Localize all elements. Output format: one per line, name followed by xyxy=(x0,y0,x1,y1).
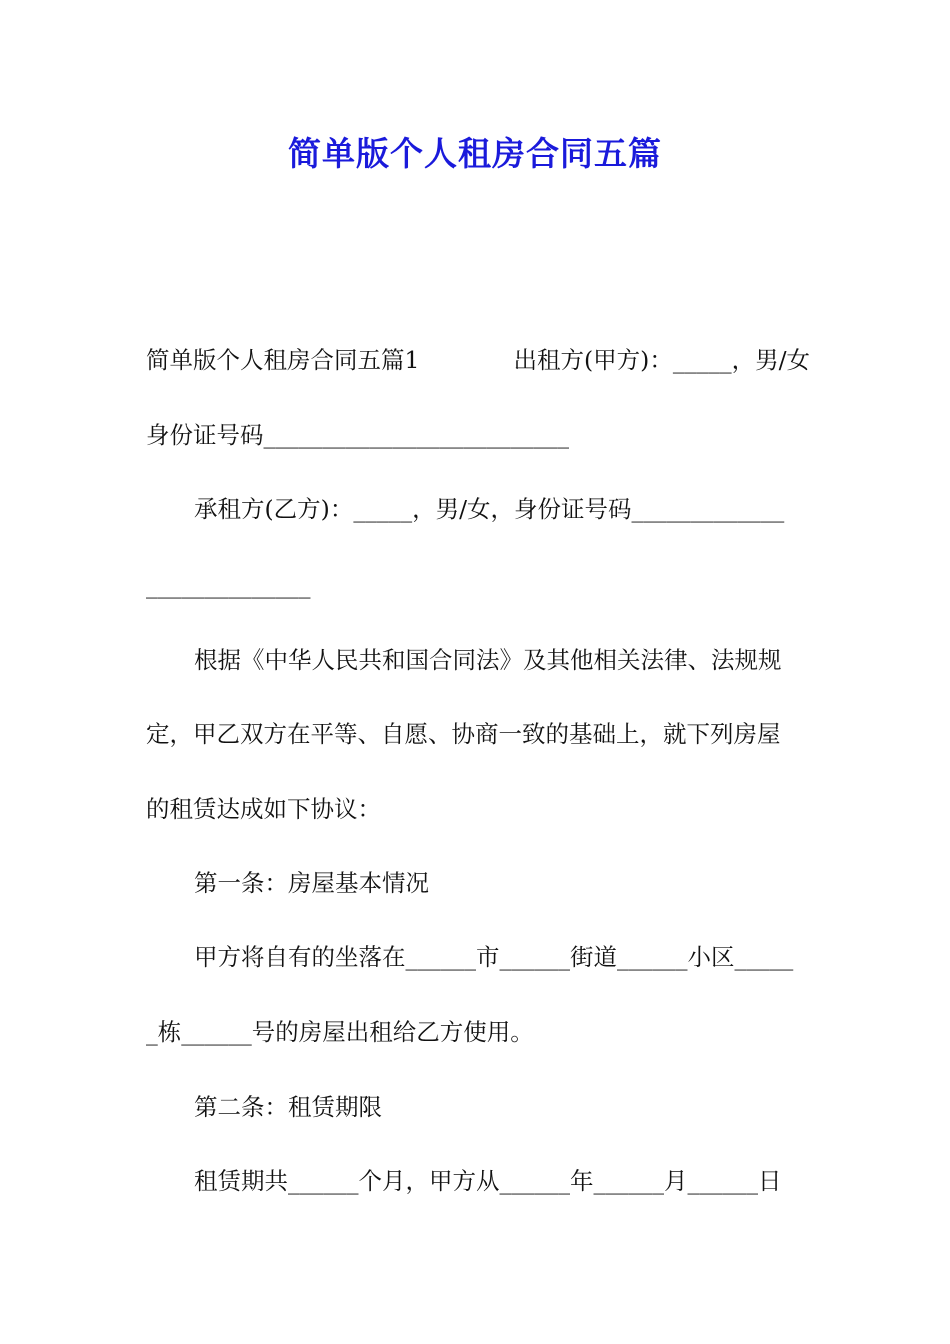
paragraph-line: 定，甲乙双方在平等、自愿、协商一致的基础上，就下列房屋 xyxy=(146,720,781,748)
paragraph-line: 甲方将自有的坐落在______市______街道______小区_____ xyxy=(194,943,794,971)
article-heading: 第二条：租赁期限 xyxy=(194,1093,382,1121)
paragraph-line: _栋______号的房屋出租给乙方使用。 xyxy=(146,1018,534,1046)
paragraph-line: 根据《中华人民共和国合同法》及其他相关法律、法规规 xyxy=(194,646,782,674)
paragraph-line xyxy=(146,345,810,375)
blank-line: ______________ xyxy=(146,571,311,599)
lessee-line: 承租方(乙方)：_____，男/女，身份证号码_____________ xyxy=(194,495,785,523)
paragraph-line: 的租赁达成如下协议： xyxy=(146,795,381,823)
id-number-line: 身份证号码__________________________ xyxy=(146,421,569,449)
section-heading: 简单版个人租房合同五篇1 xyxy=(146,346,420,374)
article-heading: 第一条：房屋基本情况 xyxy=(194,869,429,897)
document-title: 简单版个人租房合同五篇 xyxy=(288,134,662,173)
lessor-field: 出租方(甲方)：_____，男/女 xyxy=(513,346,810,374)
paragraph-line: 租赁期共______个月，甲方从______年______月______日 xyxy=(194,1167,782,1195)
